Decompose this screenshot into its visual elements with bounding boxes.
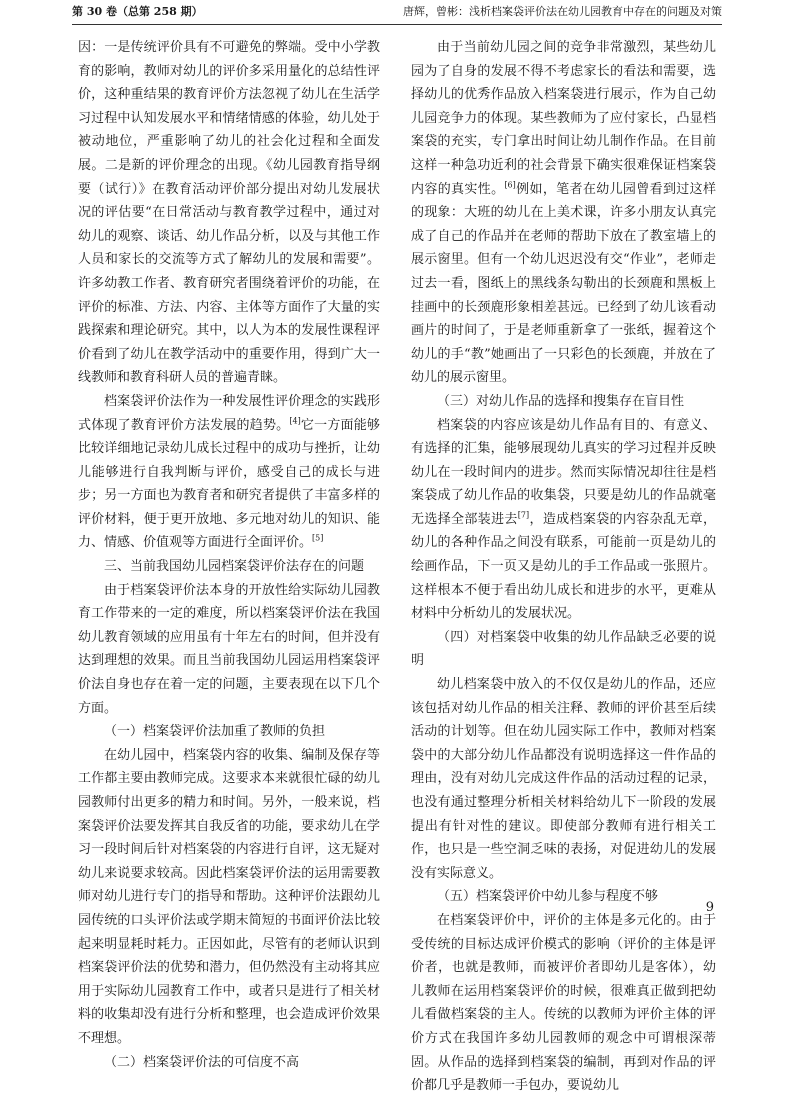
paragraph: 由于档案袋评价法本身的开放性给实际幼儿园教育工作带来的一定的难度，所以档案袋评价法在我国幼儿教育领域的应用虽有十年左右的时间，但并没有达到理想的效果。而且当前我国幼儿园运用档案袋评价法自身也存在着一定的问题，主要表现在以下几个方面。: [78, 582, 380, 716]
paragraph: 幼儿档案袋中放入的不仅仅是幼儿的作品，还应该包括对幼儿作品的相关注释、教师的评价甚至后续活动的计划等。但在幼儿园实际工作中，教师对档案袋中的大部分幼儿作品都没有说明选择这一件作品的理由，没有对幼儿完成这件作品的活动过程的记录，也没有通过整理分析相关材料给幼儿下一阶段的发展提出有针对性的建议。即使部分教师有进行相关工作，也只是一些空洞乏味的表扬，对促进幼儿的发展没有实际意义。: [411, 677, 716, 881]
running-header: [72, 0, 722, 25]
subsection-heading: （五）档案袋评价中幼儿参与程度不够: [437, 889, 659, 905]
subsection-heading: （三）对幼儿作品的选择和搜集存在盲目性: [437, 393, 685, 409]
article-running-title: 唐辉，曾彬：浅析档案袋评价法在幼儿园教育中存在的问题及对策: [403, 5, 722, 18]
paragraph: 档案袋评价法作为一种发展性评价理念的实践形式体现了教育评价方法发展的趋势。[4]它一方面能够比较详细地记录幼儿成长过程中的成功与挫折，让幼儿能够进行自我判断与评价，感受自己的成长与进步；另一方面也为教育者和研究者提供了丰富多样的评价材料，便于更开放地、多元地对幼儿的知识、能力、情感、价值观等方面进行全面评价。[5]: [78, 393, 380, 551]
paragraph: 在档案袋评价中，评价的主体是多元化的。由于受传统的目标达成评价模式的影响（评价的主体是评价者，也就是教师，而被评价者即幼儿是客体），幼儿教师在运用档案袋评价的时候，很难真正做到把幼儿看做档案袋的主人。传统的以教师为评价主体的评价方式在我国许多幼儿园教师的观念中可谓根深蒂固。从作品的选择到档案袋的编制，再到对作品的评价都几乎是教师一手包办，要说幼儿: [411, 912, 716, 1094]
citation: [7]: [517, 510, 530, 520]
subsection-heading: （四）对档案袋中收集的幼儿作品缺乏必要的说明: [411, 629, 716, 669]
citation: [4]: [289, 416, 301, 426]
page-number: 9: [705, 900, 714, 915]
right-column: [411, 36, 716, 1098]
subsection-heading: （二）档案袋评价法的可信度不高: [104, 1054, 300, 1070]
left-column: [78, 36, 380, 1074]
journal-issue: 第 30 卷（总第 258 期）: [72, 5, 203, 18]
paragraph: 在幼儿园中，档案袋内容的收集、编制及保存等工作都主要由教师完成。这要求本来就很忙碌的幼儿园教师付出更多的精力和时间。另外，一般来说，档案袋评价法要发挥其自我反省的功能，要求幼儿在学习一段时间后针对档案袋的内容进行自评，这无疑对幼儿来说要求较高。因此档案袋评价法的运用需要教师对幼儿进行专门的指导和帮助。这种评价法跟幼儿园传统的口头评价法或学期末简短的书面评价法比较起来明显耗时耗力。正因如此，尽管有的老师认识到档案袋评价法的优势和潜力，但仍然没有主动将其应用于实际幼儿园教育工作中，或者只是进行了相关材料的收集却没有进行分析和整理，也会造成评价效果不理想。: [78, 747, 380, 1046]
section-heading: 三、当前我国幼儿园档案袋评价法存在的问题: [104, 559, 365, 575]
subsection-heading: （一）档案袋评价法加重了教师的负担: [104, 724, 326, 740]
paragraph: 档案袋的内容应该是幼儿作品有目的、有意义、有选择的汇集，能够展现幼儿真实的学习过程并反映幼儿在一段时间内的进步。然而实际情况却往往是档案袋成了幼儿作品的收集袋，只要是幼儿的作品就毫无选择全部装进去[7]，造成档案袋的内容杂乱无章，幼儿的各种作品之间没有联系，可能前一页是幼儿的绘画作品，下一页又是幼儿的手工作品或一张照片。这样根本不便于看出幼儿成长和进步的水平，更难从材料中分析幼儿的发展状况。: [411, 417, 716, 622]
paragraph: 因：一是传统评价具有不可避免的弊端。受中小学教育的影响，教师对幼儿的评价多采用量化的总结性评价，这种重结果的教育评价方法忽视了幼儿在生活学习过程中认知发展水平和情绪情感的体验，幼儿处于被动地位，严重影响了幼儿的社会化过程和全面发展。二是新的评价理念的出现。《幼儿园教育指导纲要（试行）》在教育活动评价部分提出对幼儿发展状况的评估要“在日常活动与教育教学过程中，通过对幼儿的观察、谈话、幼儿作品分析，以及与其他工作人员和家长的交流等方式了解幼儿的发展和需要”。许多幼教工作者、教育研究者围绕着评价的功能，在评价的标准、方法、内容、主体等方面作了大量的实践探索和理论研究。其中，以人为本的发展性课程评价看到了幼儿在教学活动中的重要作用，得到广大一线教师和教育科研人员的普遍青睐。: [78, 40, 380, 386]
paragraph: 由于当前幼儿园之间的竞争非常激烈，某些幼儿园为了自身的发展不得不考虑家长的看法和需要，选择幼儿的优秀作品放入档案袋进行展示，作为自己幼儿园竞争力的体现。某些教师为了应付家长，凸显档案袋的充实，专门拿出时间让幼儿制作作品。在目前这样一种急功近利的社会背景下确实很难保证档案袋内容的真实性。[6]例如，笔者在幼儿园曾看到过这样的现象：大班的幼儿在上美术课，许多小朋友认真完成了自己的作品并在老师的帮助下放在了教室墙上的展示窗里。但有一个幼儿迟迟没有交“作业”，老师走过去一看，图纸上的黑线条勾勒出的长颈鹿和黑板上挂画中的长颈鹿形象相差甚远。已经到了幼儿该看动画片的时间了，于是老师重新拿了一张纸，握着这个幼儿的手“教”她画出了一只彩色的长颈鹿，并放在了幼儿的展示窗里。: [411, 40, 716, 386]
citation: [6]: [504, 180, 516, 190]
citation: [5]: [312, 534, 324, 544]
